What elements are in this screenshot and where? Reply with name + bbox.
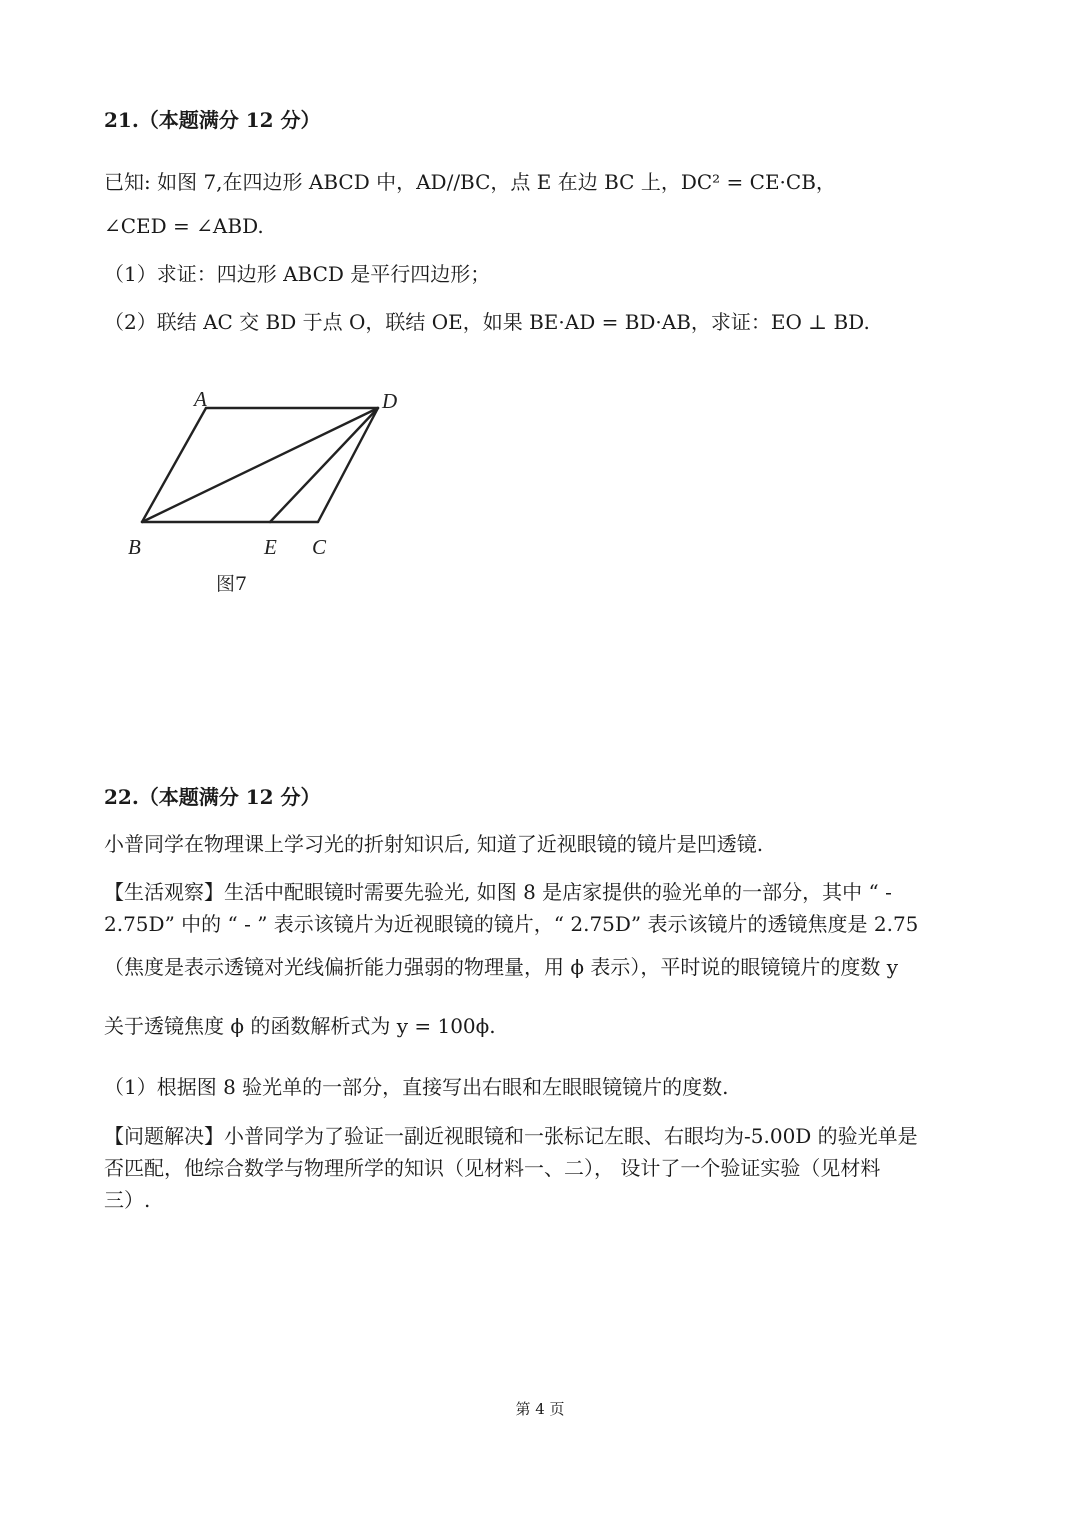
label-b: B [128,535,141,559]
q21-heading: 21.（本题满分 12 分） [104,108,321,132]
q22-observation-line-1: 【生活观察】生活中配眼镜时需要先验光, 如图 8 是店家提供的验光单的一部分，其中 “ - [104,880,892,904]
q22-observation-line-2: 2.75D” 中的 “ - ” 表示该镜片为近视眼镜的镜片，“ 2.75D” 表示该镜片的透镜焦度是 2.75 [104,912,919,936]
label-e: E [264,535,277,559]
segment-bd [142,408,378,522]
q21-given-line-2: ∠CED = ∠ABD. [104,214,264,238]
q21-given-line-1: 已知: 如图 7,在四边形 ABCD 中，AD//BC，点 E 在边 BC 上，DC² = CE·CB， [104,170,836,194]
q22-solve-line-3: 三）. [104,1188,151,1212]
label-d: D [382,389,398,413]
segment-de [270,408,378,522]
q22-intro: 小普同学在物理课上学习光的折射知识后, 知道了近视眼镜的镜片是凹透镜. [104,832,764,856]
figure-7-caption: 图7 [216,573,248,595]
label-c: C [312,535,327,559]
q21-part-2: （2）联结 AC 交 BD 于点 O，联结 OE，如果 BE·AD = BD·AB，求证：EO ⊥ BD. [104,310,870,334]
q21-part-1: （1）求证：四边形 ABCD 是平行四边形； [104,262,491,286]
figure-7-parallelogram [104,362,410,606]
segment-ab [142,408,206,522]
segment-dc [318,408,378,522]
q22-observation-line-3: （焦度是表示透镜对光线偏折能力强弱的物理量，用 ϕ 表示），平时说的眼镜镜片的度数 y [104,955,899,979]
q22-heading: 22.（本题满分 12 分） [104,785,321,809]
q22-solve-line-1: 【问题解决】小普同学为了验证一副近视眼镜和一张标记左眼、右眼均为-5.00D 的验光单是 [104,1124,918,1148]
q22-solve-line-2: 否匹配，他综合数学与物理所学的知识（见材料一、二）， 设计了一个验证实验（见材料 [104,1156,881,1180]
label-a: A [194,387,207,411]
q22-part-1: （1）根据图 8 验光单的一部分，直接写出右眼和左眼眼镜镜片的度数. [104,1075,729,1099]
figure-7-diagram [104,362,410,606]
q22-observation-line-4: 关于透镜焦度 ϕ 的函数解析式为 y = 100ϕ. [104,1014,496,1038]
page-number: 第 4 页 [515,1400,565,1418]
